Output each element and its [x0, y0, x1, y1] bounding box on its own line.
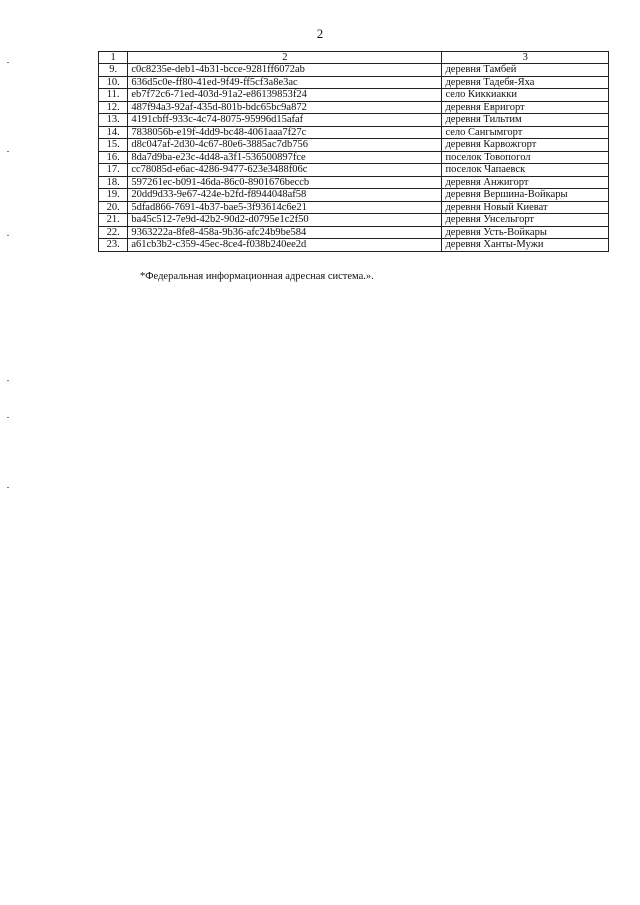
table-row	[99, 139, 609, 152]
row-number-cell: 19.	[99, 189, 128, 202]
row-id-cell: 20dd9d33-9e67-424e-b2fd-f8944048af58	[128, 189, 442, 202]
row-number-cell: 15.	[99, 139, 128, 152]
row-name-cell: деревня Тадебя-Яха	[442, 76, 609, 89]
row-name-cell: деревня Ханты-Мужи	[442, 239, 609, 252]
table-body	[99, 52, 609, 252]
row-number-cell: 13.	[99, 114, 128, 127]
table-row	[99, 226, 609, 239]
table-header-row	[99, 52, 609, 64]
margin-mark	[7, 487, 9, 488]
row-number-cell: 9.	[99, 64, 128, 77]
row-id-cell: a61cb3b2-c359-45ec-8ce4-f038b240ee2d	[128, 239, 442, 252]
row-number-cell: 22.	[99, 226, 128, 239]
row-name-cell: деревня Новый Киеват	[442, 201, 609, 214]
row-name-cell: деревня Усть-Войкары	[442, 226, 609, 239]
row-id-cell: cc78085d-e6ac-4286-9477-623e3488f06c	[128, 164, 442, 177]
table-row	[99, 189, 609, 202]
margin-mark	[7, 235, 9, 236]
row-number-cell: 12.	[99, 101, 128, 114]
table-row	[99, 101, 609, 114]
row-number-cell: 17.	[99, 164, 128, 177]
header-cell-number: 1	[99, 52, 128, 64]
footnote: *Федеральная информационная адресная система.».	[140, 271, 374, 282]
table-row	[99, 214, 609, 227]
table-row	[99, 239, 609, 252]
table-row	[99, 64, 609, 77]
row-id-cell: 9363222a-8fe8-458a-9b36-afc24b9be584	[128, 226, 442, 239]
row-name-cell: деревня Евригорт	[442, 101, 609, 114]
row-number-cell: 16.	[99, 151, 128, 164]
table-row	[99, 89, 609, 102]
row-id-cell: 5dfad866-7691-4b37-bae5-3f93614c6e21	[128, 201, 442, 214]
row-number-cell: 20.	[99, 201, 128, 214]
row-name-cell: деревня Карвожгорт	[442, 139, 609, 152]
table-row	[99, 151, 609, 164]
table-row	[99, 201, 609, 214]
row-id-cell: c0c8235e-deb1-4b31-bcce-9281ff6072ab	[128, 64, 442, 77]
row-name-cell: село Киккиакки	[442, 89, 609, 102]
row-number-cell: 23.	[99, 239, 128, 252]
address-table	[98, 51, 609, 252]
row-name-cell: поселок Чапаевск	[442, 164, 609, 177]
row-name-cell: деревня Унсельгорт	[442, 214, 609, 227]
row-id-cell: ba45c512-7e9d-42b2-90d2-d0795e1c2f50	[128, 214, 442, 227]
row-id-cell: 487f94a3-92af-435d-801b-bdc65bc9a872	[128, 101, 442, 114]
row-name-cell: деревня Тамбей	[442, 64, 609, 77]
table-row	[99, 164, 609, 177]
row-number-cell: 11.	[99, 89, 128, 102]
row-name-cell: деревня Тильтим	[442, 114, 609, 127]
row-number-cell: 14.	[99, 126, 128, 139]
margin-mark	[7, 151, 9, 152]
row-id-cell: 636d5c0e-ff80-41ed-9f49-ff5cf3a8e3ac	[128, 76, 442, 89]
header-cell-id: 2	[128, 52, 442, 64]
margin-mark	[7, 417, 9, 418]
table-row	[99, 114, 609, 127]
row-id-cell: 597261ec-b091-46da-86c0-8901676beccb	[128, 176, 442, 189]
row-name-cell: деревня Вершина-Войкары	[442, 189, 609, 202]
margin-mark	[7, 62, 9, 63]
row-number-cell: 18.	[99, 176, 128, 189]
row-name-cell: поселок Товопогол	[442, 151, 609, 164]
header-cell-name: 3	[442, 52, 609, 64]
row-id-cell: d8c047af-2d30-4c67-80e6-3885ac7db756	[128, 139, 442, 152]
row-id-cell: 7838056b-e19f-4dd9-bc48-4061aaa7f27c	[128, 126, 442, 139]
row-number-cell: 10.	[99, 76, 128, 89]
row-id-cell: 4191cbff-933c-4c74-8075-95996d15afaf	[128, 114, 442, 127]
margin-mark	[7, 380, 9, 381]
table-row	[99, 76, 609, 89]
row-number-cell: 21.	[99, 214, 128, 227]
table-row	[99, 176, 609, 189]
row-name-cell: село Сангымгорт	[442, 126, 609, 139]
page-number: 2	[316, 26, 324, 41]
table-row	[99, 126, 609, 139]
row-id-cell: 8da7d9ba-e23c-4d48-a3f1-536500897fce	[128, 151, 442, 164]
row-id-cell: eb7f72c6-71ed-403d-91a2-e86139853f24	[128, 89, 442, 102]
row-name-cell: деревня Анжигорт	[442, 176, 609, 189]
